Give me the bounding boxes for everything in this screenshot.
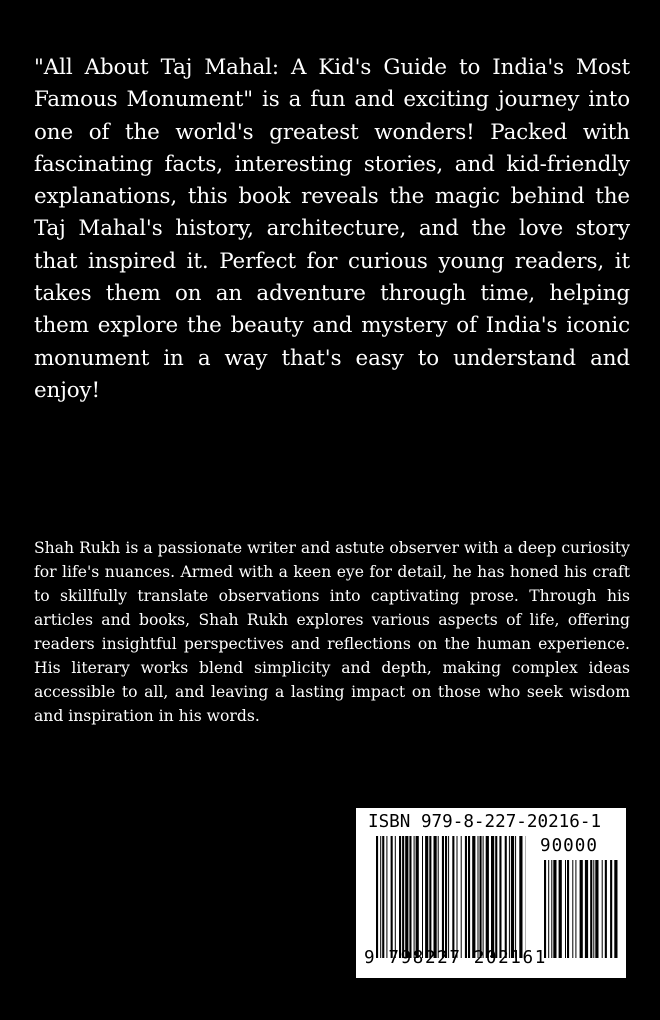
barcode-bar xyxy=(548,860,549,958)
barcode-bar xyxy=(495,836,497,958)
barcode-bar xyxy=(575,860,576,958)
barcode-bar xyxy=(602,860,603,958)
barcode-bar xyxy=(486,836,489,958)
barcode-bar xyxy=(483,836,484,958)
barcode-bar xyxy=(399,836,401,958)
barcode-bar xyxy=(442,836,444,958)
barcode-bar xyxy=(386,836,387,958)
barcode-bar xyxy=(515,836,516,958)
ean-digits-label: 9 798227 202161 xyxy=(364,948,547,968)
barcode-bar xyxy=(465,836,467,958)
barcode-bar xyxy=(434,836,437,958)
barcode-bar xyxy=(499,836,501,958)
barcode-bar xyxy=(491,836,494,958)
barcode-bar xyxy=(480,836,482,958)
barcode-bar xyxy=(425,836,428,958)
barcode-bar xyxy=(422,836,423,958)
barcode-bar xyxy=(544,860,546,958)
barcode-bar xyxy=(559,860,562,958)
barcode-bar xyxy=(511,836,514,958)
barcode-bar xyxy=(580,860,583,958)
barcode-bar xyxy=(438,836,439,958)
barcode-bar xyxy=(572,860,573,958)
barcode-bar xyxy=(395,836,396,958)
barcode-bar xyxy=(405,836,408,958)
barcode-bar xyxy=(505,836,507,958)
barcode-bar xyxy=(605,860,607,958)
book-blurb: "All About Taj Mahal: A Kid's Guide to India's Most Famous Monument" is a fun and exciting journey into one of the world's greatest wonders! Packed with fascinating facts, interesting stories, and kid-friendly explanations, this book reveals the magic behind the Taj Mahal's history, architecture, and the love story that inspired it. Perfect for curious young readers, it takes them on an adventure through time, helping them explore the beauty and mystery of India's iconic monument in a way that's easy to understand and enjoy! xyxy=(34,55,630,403)
barcode-bar xyxy=(448,836,449,958)
barcode-bar xyxy=(382,836,384,958)
barcode-bar xyxy=(452,836,454,958)
barcode-bar xyxy=(567,860,569,958)
isbn-label: ISBN 979-8-227-20216-1 xyxy=(368,812,602,832)
price-addon-label: 90000 xyxy=(540,836,598,856)
barcode-bar xyxy=(409,836,411,958)
barcode-bar xyxy=(478,836,479,958)
barcode-bar xyxy=(457,836,458,958)
barcode-bar xyxy=(551,860,552,958)
barcode-bar xyxy=(585,860,588,958)
barcode-bar xyxy=(416,836,419,958)
barcode-bar xyxy=(380,836,381,958)
barcode-bar xyxy=(468,836,470,958)
barcode-bar xyxy=(376,836,378,958)
barcode-bar xyxy=(429,836,431,958)
barcode-bar xyxy=(553,860,556,958)
author-bio: Shah Rukh is a passionate writer and astute observer with a deep curiosity for life's nuances. Armed with a keen eye for detail, he has honed his craft to skillfully translate observations into captivating prose. Through his articles and books, Shah Rukh explores various aspects of life, offering readers insightful perspectives and reflections on the human experience. His literary works blend simplicity and depth, making complex ideas accessible to all, and leaving a lasting impact on those who seek wisdom and inspiration in his words. xyxy=(34,539,630,725)
isbn-barcode xyxy=(356,808,626,978)
barcode-bar xyxy=(610,860,612,958)
barcode-bar xyxy=(402,836,404,958)
barcode-bar xyxy=(565,860,566,958)
barcode-bar xyxy=(461,836,462,958)
barcode-bar xyxy=(590,860,592,958)
barcode-bar xyxy=(519,836,522,958)
barcode-bar xyxy=(595,860,598,958)
barcode-bar xyxy=(472,836,475,958)
barcode-bar xyxy=(593,860,594,958)
barcode-bar xyxy=(509,836,510,958)
barcode-bar xyxy=(414,836,415,958)
barcode-bar xyxy=(445,836,447,958)
barcode-bar xyxy=(614,860,617,958)
barcode-bar xyxy=(391,836,393,958)
